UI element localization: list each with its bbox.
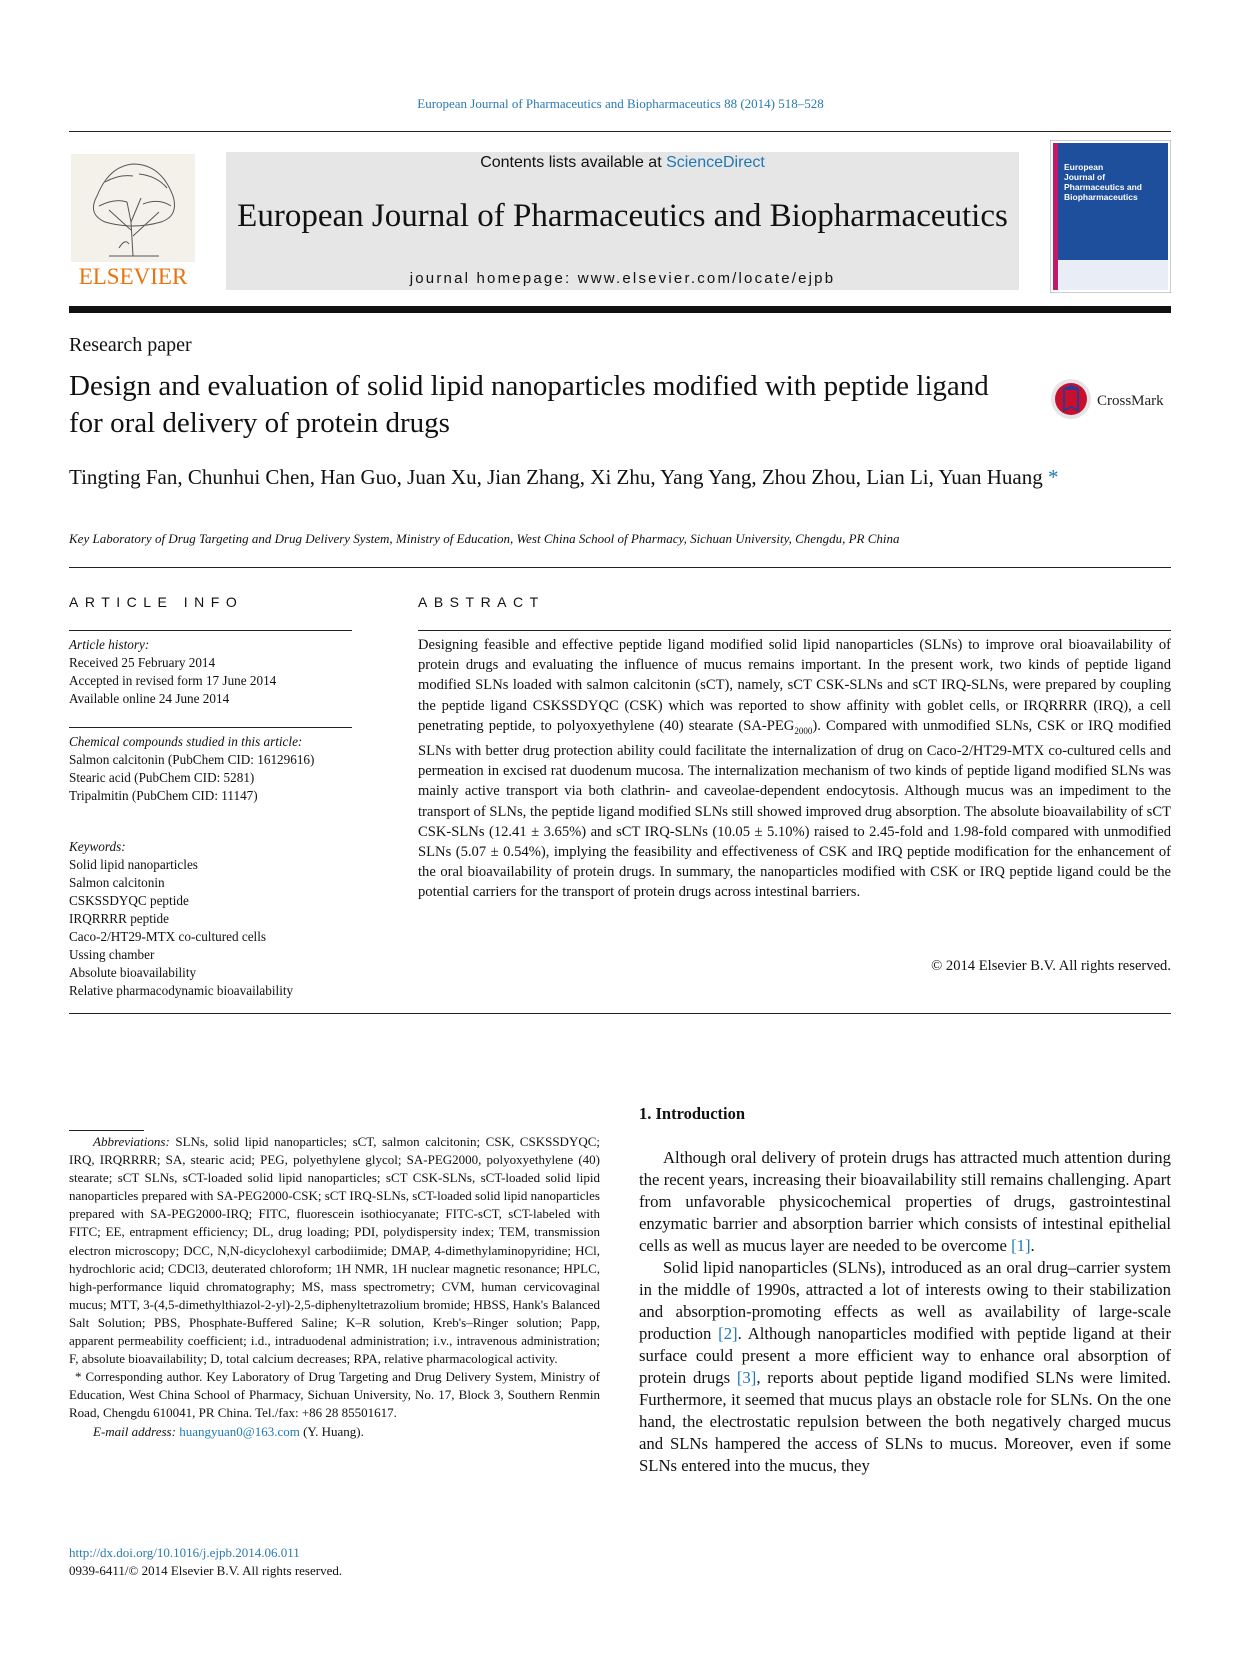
journal-cover[interactable]	[1050, 140, 1171, 293]
introduction-body	[639, 1147, 1171, 1477]
history-label: Article history:	[69, 637, 150, 652]
compound-item: Tripalmitin (PubChem CID: 11147)	[69, 788, 258, 803]
journal-citation[interactable]: European Journal of Pharmaceutics and Biopharmaceutics 88 (2014) 518–528	[417, 96, 824, 111]
abstract-text	[418, 635, 1171, 903]
email-link[interactable]: huangyuan0@163.com	[179, 1423, 300, 1439]
svg-text:Pharmaceutics and: Pharmaceutics and	[1064, 182, 1142, 192]
intro-p2-text-a: Solid lipid nanoparticles (SLNs), introduced as an oral drug–carrier system in the middle of 1990s, attracted a lot of interests owing to their stabilization and absorption-promoting effects as well as availability of large-scale production	[639, 1258, 1171, 1343]
journal-title: European Journal of Pharmaceutics and Biopharmaceutics	[237, 198, 1008, 234]
author-list	[69, 463, 1129, 492]
email-suffix: (Y. Huang).	[299, 1423, 364, 1439]
keywords	[69, 838, 352, 1000]
keyword-item: Solid lipid nanoparticles	[69, 857, 198, 872]
abstract-subscript: 2000	[794, 725, 813, 736]
issn-line: 0939-6411/© 2014 Elsevier B.V. All rights reserved.	[69, 1563, 343, 1578]
article-history	[69, 636, 352, 708]
footnotes	[69, 1133, 600, 1441]
contents-label: Contents lists available at	[480, 154, 667, 171]
keyword-item: Ussing chamber	[69, 947, 155, 962]
crossmark-badge[interactable]	[1050, 376, 1174, 422]
journal-banner	[226, 152, 1019, 290]
sciencedirect-link[interactable]: ScienceDirect	[666, 154, 765, 171]
abstract-part-a: Designing feasible and effective peptide ligand modified solid lipid nanoparticles (SLNs) to improve oral bioavailability of protein drugs and evaluating the influence of mucus remains important. In the present work, two kinds of peptide ligand modified SLNs loaded with salmon calcitonin (sCT), namely, sCT CSK-SLNs and sCT IRQ-SLNs, were prepared by coupling the peptide ligand CSKSSDYQC (CSK) which was reported to show affinity with goblet cells, or IRQRRRR (IRQ), a cell penetrating peptide, to polyoxyethylene (40) stearate (SA-PEG	[418, 637, 1171, 734]
svg-text:Biopharmaceutics: Biopharmaceutics	[1064, 192, 1138, 202]
article-type: Research paper	[69, 334, 192, 356]
svg-text:Journal of: Journal of	[1064, 172, 1106, 182]
chemical-compounds	[69, 733, 352, 805]
compound-item: Stearic acid (PubChem CID: 5281)	[69, 770, 255, 785]
journal-homepage[interactable]: journal homepage: www.elsevier.com/locate/ejpb	[409, 270, 836, 287]
corresponding-author-note: * Corresponding author. Key Laboratory of Drug Targeting and Drug Delivery System, Ministry of Education, West China School of Pharmacy, Sichuan University, No. 17, Block 3, Southern Renmin Road, Chengdu 610041, PR China. Tel./fax: +86 28 85501617.	[69, 1369, 600, 1421]
authors-text: Tingting Fan, Chunhui Chen, Han Guo, Juan Xu, Jian Zhang, Xi Zhu, Yang Yang, Zhou Zhou, Lian Li, Yuan Huang	[69, 465, 1043, 489]
history-online: Available online 24 June 2014	[69, 691, 230, 706]
keyword-item: Relative pharmacodynamic bioavailability	[69, 983, 294, 998]
elsevier-logo	[69, 152, 197, 292]
cover-image	[1050, 140, 1171, 293]
affiliation-rule	[69, 567, 1171, 568]
paper-title: Design and evaluation of solid lipid nanoparticles modified with peptide ligand for oral delivery of protein drugs	[69, 370, 989, 439]
abstract-rule	[418, 630, 1171, 631]
affiliation: Key Laboratory of Drug Targeting and Drug Delivery System, Ministry of Education, West China School of Pharmacy, Sichuan University, Chengdu, PR China	[69, 531, 900, 546]
keyword-item: CSKSSDYQC peptide	[69, 893, 189, 908]
compound-item: Salmon calcitonin (PubChem CID: 16129616)	[69, 752, 315, 767]
article-info-rule	[69, 630, 352, 631]
keyword-item: Caco-2/HT29-MTX co-cultured cells	[69, 929, 267, 944]
email-label: E-mail address:	[93, 1423, 180, 1439]
svg-text:European: European	[1064, 162, 1104, 172]
reference-link-2[interactable]: [2]	[718, 1324, 738, 1343]
footnote-rule	[69, 1130, 144, 1131]
history-accepted: Accepted in revised form 17 June 2014	[69, 673, 277, 688]
intro-paragraph-2	[639, 1257, 1171, 1477]
elsevier-tree-emblem	[69, 152, 197, 292]
contents-available	[226, 154, 1019, 172]
crossmark-icon	[1050, 376, 1174, 422]
compounds-label: Chemical compounds studied in this article:	[69, 734, 303, 749]
abstract-copyright: © 2014 Elsevier B.V. All rights reserved.	[931, 958, 1171, 974]
header-rule	[69, 131, 1171, 132]
intro-paragraph-1: Although oral delivery of protein drugs has attracted much attention during the recent years, increasing their bioavailability still remains challenging. Apart from unfavorable physicochemical properties of drugs, gastrointestinal enzymatic barrier and absorption barrier which consists of intestinal epithelial cells as well as mucus layer are needed to be overcome [1].	[639, 1148, 1171, 1255]
corresponding-author-marker[interactable]: *	[1048, 465, 1059, 489]
introduction-heading: 1. Introduction	[639, 1104, 746, 1123]
history-received: Received 25 February 2014	[69, 655, 216, 670]
reference-link-3[interactable]: [3]	[736, 1368, 757, 1387]
intro-p2-text-c: , reports about peptide ligand modified SLNs were limited. Furthermore, it seemed that mucus plays an obstacle role for SLNs. On the one hand, the electrostatic repulsion between the both negatively charged mucus and SLNs hampered the access of SLNs to mucus. Moreover, even if some SLNs entered into the mucus, they	[639, 1368, 1171, 1475]
abbreviations-text: SLNs, solid lipid nanoparticles; sCT, salmon calcitonin; CSK, CSKSSDYQC; IRQ, IRQRRRR; SA, stearic acid; PEG, polyethylene glycol; SA-PEG2000, polyoxyethylene (40) stearate; sCT SLNs, sCT-loaded solid lipid nanoparticles; sCT CSK-SLNs, sCT-loaded solid lipid nanoparticles prepared with SA-PEG2000-CSK; sCT IRQ-SLNs, sCT-loaded solid lipid nanoparticles prepared with SA-PEG2000-IRQ; FITC, fluorescein isothiocyanate; FITC-sCT, sCT-labeled with FITC; EE, entrapment efficiency; DL, drug loading; PDI, polydispersity index; TEM, transmission electron microscopy; DCC, N,N-dicyclohexyl carbodiimide; DMAP, 4-dimethylaminopyridine; HCl, hydrochloric acid; CDCl3, deuterated chloroform; 1H NMR, 1H nuclear magnetic resonance; HPLC, high-performance liquid chromatography; MS, mass spectrometry; CVM, human cervicovaginal mucus; MTT, 3-(4,5-dimethylthiazol-2-yl)-2,5-diphenyltetrazolium bromide; HBSS, Hank's Balanced Salt Solution; PBS, Phosphate-Buffered Saline; K–R solution, Kreb's–Ringer solution; Papp, apparent permeability coefficient; i.d., intraduodenal administration; i.v., intravenous administration; F, absolute bioavailability; D, total calcium decreases; RPA, relative pharmacological activity.	[69, 1134, 600, 1367]
elsevier-wordmark: ELSEVIER	[78, 264, 188, 289]
intro-p2-text-b: . Although nanoparticles modified with peptide ligand at their surface could present a more efficient way to enhance oral absorption of protein drugs	[639, 1324, 1171, 1387]
keyword-item: Salmon calcitonin	[69, 875, 165, 890]
abstract-part-b: ). Compared with unmodified SLNs, CSK or IRQ modified SLNs with better drug protection ability could facilitate the internalization of drug on Caco-2/HT29-MTX co-cultured cells and permeation in excised rat duodenum mucosa. The internalization mechanism of two kinds of peptide ligand modified SLNs was mainly active transport via both clathrin- and caveolae-dependent endocytosis. Although mucus was an impediment to the transport of SLNs, the peptide ligand modified SLNs still showed improved drug absorption. The absolute bioavailability of sCT CSK-SLNs (12.41 ± 3.65%) and sCT IRQ-SLNs (10.05 ± 5.10%) raised to 2.45-fold and 1.98-fold compared with unmodified SLNs (5.07 ± 0.54%), implying the feasibility and effectiveness of CSK and IRQ peptide modification for the enhancement of the oral bioavailability of protein drugs. In summary, the nanoparticles modified with CSK or IRQ peptide ligand could be the potential carriers for the transport of protein drugs across intestinal barriers.	[418, 717, 1172, 901]
article-info-heading: ARTICLE INFO	[69, 594, 244, 610]
keyword-item: Absolute bioavailability	[69, 965, 197, 980]
history-rule	[69, 727, 352, 728]
email-line	[69, 1423, 600, 1441]
crossmark-label: CrossMark	[1097, 393, 1164, 409]
intro-p1-text: Although oral delivery of protein drugs has attracted much attention during the recent years, increasing their bioavailability still remains challenging. Apart from unfavorable physicochemical properties of drugs, gastrointestinal enzymatic barrier and absorption barrier which consists of intestinal epithelial cells as well as mucus layer are needed to be overcome	[639, 1148, 1171, 1255]
keyword-item: IRQRRRR peptide	[69, 911, 170, 926]
abstract-end-rule	[69, 1013, 1171, 1014]
reference-link-1[interactable]: [1]	[1011, 1236, 1031, 1255]
banner-rule	[69, 306, 1171, 313]
doi-link[interactable]: http://dx.doi.org/10.1016/j.ejpb.2014.06.011	[69, 1545, 300, 1560]
abbreviations-footnote	[69, 1133, 600, 1368]
abstract-heading: ABSTRACT	[418, 594, 545, 610]
keywords-label: Keywords:	[69, 839, 126, 854]
abbreviations-label: Abbreviations:	[93, 1134, 170, 1149]
